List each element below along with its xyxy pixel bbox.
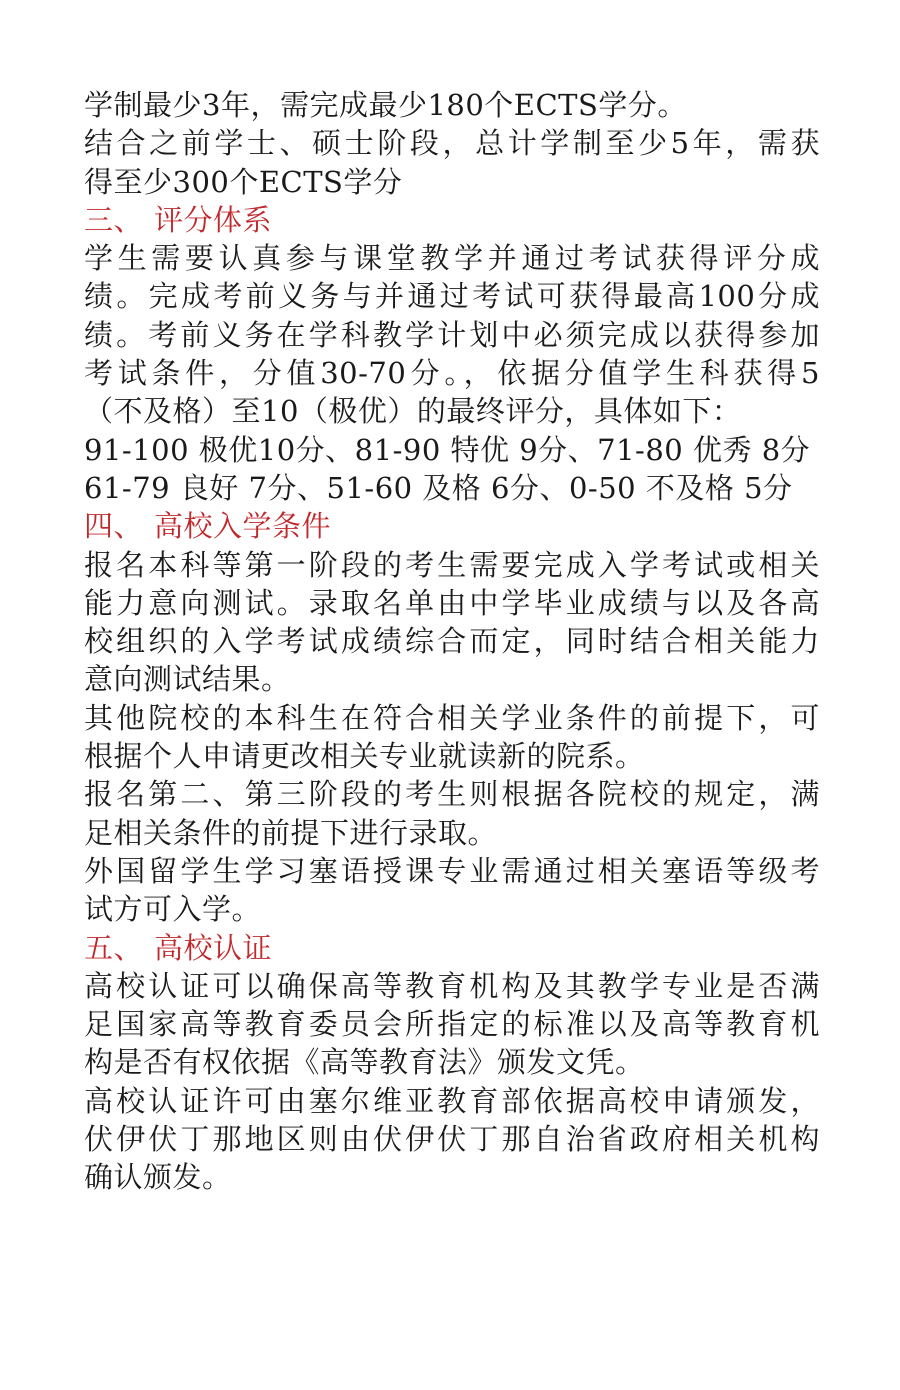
body-line: （不及格）至10（极优）的最终评分，具体如下： xyxy=(84,394,742,429)
section-number: 五、 xyxy=(84,930,144,965)
body-line: 绩。完成考前义务与并通过考试可获得最高100分成 xyxy=(84,279,820,314)
body-line: 61-79 良好 7分、51-60 及格 6分、0-50 不及格 5分 xyxy=(84,470,793,505)
body-line: 外国留学生学习塞语授课专业需通过相关塞语等级考 xyxy=(84,853,820,888)
section-heading-admission xyxy=(84,507,820,545)
body-line: 确认颁发。 xyxy=(84,1160,232,1195)
body-line: 伏伊伏丁那地区则由伏伊伏丁那自治省政府相关机构 xyxy=(84,1122,820,1157)
body-line: 高校认证许可由塞尔维亚教育部依据高校申请颁发， xyxy=(84,1083,820,1118)
body-line: 高校认证可以确保高等教育机构及其教学专业是否满 xyxy=(84,968,820,1003)
section-heading-accreditation xyxy=(84,929,820,967)
body-line: 报名本科等第一阶段的考生需要完成入学考试或相关 xyxy=(84,547,820,582)
body-line: 根据个人申请更改相关专业就读新的院系。 xyxy=(84,739,645,774)
section-title: 高校入学条件 xyxy=(154,509,332,544)
body-line: 试方可入学。 xyxy=(84,892,262,927)
section-number: 四、 xyxy=(84,509,144,544)
body-line: 绩。考前义务在学科教学计划中必须完成以获得参加 xyxy=(84,317,820,352)
document-page xyxy=(84,86,820,1197)
section-title: 评分体系 xyxy=(154,202,273,237)
body-line: 其他院校的本科生在符合相关学业条件的前提下，可 xyxy=(84,700,820,735)
body-line: 得至少300个ECTS学分 xyxy=(84,164,403,199)
body-line: 校组织的入学考试成绩综合而定，同时结合相关能力 xyxy=(84,624,820,659)
body-line: 学制最少3年，需完成最少180个ECTS学分。 xyxy=(84,88,687,122)
body-line: 结合之前学士、硕士阶段，总计学制至少5年，需获 xyxy=(84,126,820,161)
body-line: 学生需要认真参与课堂教学并通过考试获得评分成 xyxy=(84,241,820,276)
body-line: 足相关条件的前提下进行录取。 xyxy=(84,815,498,850)
body-line: 足国家高等教育委员会所指定的标准以及高等教育机 xyxy=(84,1007,820,1042)
section-number: 三、 xyxy=(84,202,144,237)
section-heading-grading xyxy=(84,201,820,239)
section-title: 高校认证 xyxy=(154,930,273,965)
body-line: 能力意向测试。录取名单由中学毕业成绩与以及各高 xyxy=(84,585,820,620)
body-line: 意向测试结果。 xyxy=(84,662,291,697)
body-line: 构是否有权依据《高等教育法》颁发文凭。 xyxy=(84,1045,645,1080)
body-line: 报名第二、第三阶段的考生则根据各院校的规定，满 xyxy=(84,777,820,812)
body-line: 考试条件，分值30-70分。，依据分值学生科获得5 xyxy=(84,356,820,391)
body-line: 91-100 极优10分、81-90 特优 9分、71-80 优秀 8分 xyxy=(84,432,811,467)
